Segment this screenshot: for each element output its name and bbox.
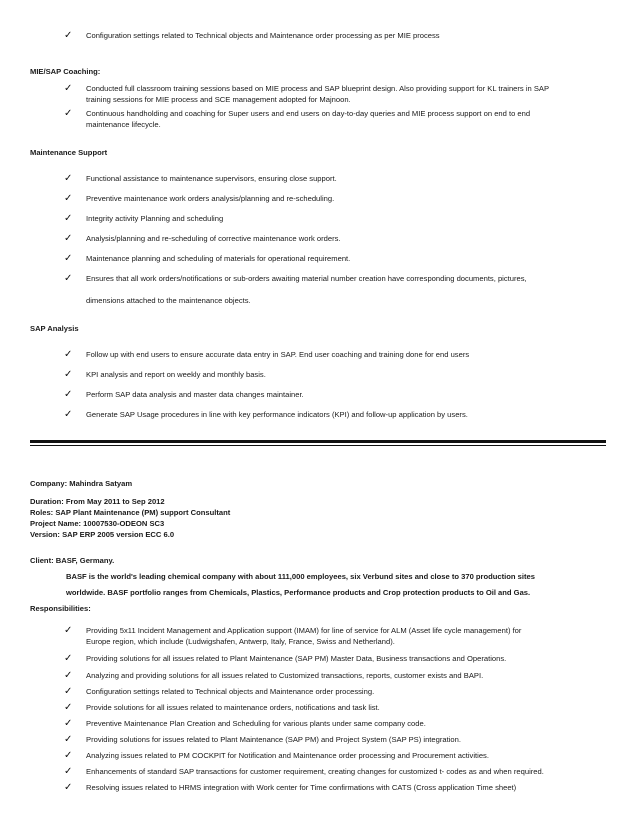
list-item-text: Resolving issues related to HRMS integration with Work center for Time confirmations with CATS (Cross application Time sheet) — [86, 783, 517, 792]
list-item-text: training sessions for MIE process and SCE management adopted for Majnoon. — [86, 95, 351, 104]
list-item-text: Maintenance planning and scheduling of materials for operational requirement. — [86, 254, 351, 263]
section-heading-sap-analysis: SAP Analysis — [30, 324, 79, 333]
list-item-text: KPI analysis and report on weekly and monthly basis. — [86, 370, 266, 379]
checkmark-icon: ✓ — [64, 766, 73, 777]
list-item-text: Continuous handholding and coaching for Super users and end users on day-to-day queries and MIE process support on end to end — [86, 109, 531, 118]
list-item-text: Providing 5x11 Incident Management and Application support (IMAM) for line of service for ALM (Asset life cycle management) for — [86, 626, 522, 635]
list-item-text: Conducted full classroom training sessions based on MIE process and SAP blueprint design. Also providing support for KL trainers in SAP — [86, 84, 550, 93]
list-item-text: Preventive Maintenance Plan Creation and Scheduling for various plants under same company code. — [86, 719, 426, 728]
list-item-text: Generate SAP Usage procedures in line with key performance indicators (KPI) and follow-up application by users. — [86, 410, 468, 419]
checkmark-icon: ✓ — [64, 108, 73, 119]
checkmark-icon: ✓ — [64, 409, 73, 420]
checkmark-icon: ✓ — [64, 782, 73, 793]
list-item-text: Configuration settings related to Technical objects and Maintenance order processing as per MIE process — [86, 31, 440, 40]
list-item-text: Integrity activity Planning and scheduling — [86, 214, 224, 223]
list-item-text: Functional assistance to maintenance supervisors, ensuring close support. — [86, 174, 337, 183]
list-item-text: Analyzing and providing solutions for all issues related to Customized transactions, reports, customer exists and BAPI. — [86, 671, 484, 680]
version: Version: SAP ERP 2005 version ECC 6.0 — [30, 530, 175, 539]
checkmark-icon: ✓ — [64, 686, 73, 697]
checkmark-icon: ✓ — [64, 625, 73, 636]
checkmark-icon: ✓ — [64, 213, 73, 224]
checkmark-icon: ✓ — [64, 750, 73, 761]
checkmark-icon: ✓ — [64, 702, 73, 713]
checkmark-icon: ✓ — [64, 369, 73, 380]
list-item-text: Providing solutions for all issues related to Plant Maintenance (SAP PM) Master Data, Business transactions and Operations. — [86, 654, 507, 663]
list-item-text: Follow up with end users to ensure accurate data entry in SAP. End user coaching and training done for end users — [86, 350, 470, 359]
list-item-text: maintenance lifecycle. — [86, 120, 161, 129]
company-name: Company: Mahindra Satyam — [30, 479, 133, 488]
duration: Duration: From May 2011 to Sep 2012 — [30, 497, 165, 506]
checkmark-icon: ✓ — [64, 718, 73, 729]
checkmark-icon: ✓ — [64, 273, 73, 284]
responsibilities-heading: Responsibilities: — [30, 604, 91, 613]
checkmark-icon: ✓ — [64, 233, 73, 244]
section-divider-thin — [30, 445, 606, 446]
list-item-text: Europe region, which include (Ludwigshafen, Antwerp, Italy, France, Swiss and Netherland). — [86, 637, 395, 646]
roles: Roles: SAP Plant Maintenance (PM) support Consultant — [30, 508, 231, 517]
client: Client: BASF, Germany. — [30, 556, 115, 565]
client-description: worldwide. BASF portfolio ranges from Chemicals, Plastics, Performance products and Crop protection products to Oil and Gas. — [66, 588, 531, 597]
checkmark-icon: ✓ — [64, 193, 73, 204]
checkmark-icon: ✓ — [64, 653, 73, 664]
list-item-text: Perform SAP data analysis and master data changes maintainer. — [86, 390, 304, 399]
list-item-text: Analyzing issues related to PM COCKPIT for Notification and Maintenance order processing and Procurement activities. — [86, 751, 489, 760]
checkmark-icon: ✓ — [64, 389, 73, 400]
list-item-text: Providing solutions for issues related to Plant Maintenance (SAP PM) and Project System (SAP PS) integration. — [86, 735, 461, 744]
checkmark-icon: ✓ — [64, 670, 73, 681]
list-item-text: Provide solutions for all issues related to maintenance orders, notifications and task list. — [86, 703, 380, 712]
project-name: Project Name: 10007530-ODEON SC3 — [30, 519, 165, 528]
section-heading-maintenance-support: Maintenance Support — [30, 148, 108, 157]
client-description: BASF is the world's leading chemical company with about 111,000 employees, six Verbund sites and close to 370 production sites — [66, 572, 535, 581]
checkmark-icon: ✓ — [64, 83, 73, 94]
checkmark-icon: ✓ — [64, 349, 73, 360]
list-item-text: Analysis/planning and re-scheduling of corrective maintenance work orders. — [86, 234, 341, 243]
checkmark-icon: ✓ — [64, 30, 73, 41]
checkmark-icon: ✓ — [64, 253, 73, 264]
checkmark-icon: ✓ — [64, 734, 73, 745]
list-item-text: Ensures that all work orders/notifications or sub-orders awaiting material number creation have corresponding documents, pictures, — [86, 274, 527, 283]
section-heading-mie-coaching: MIE/SAP Coaching: — [30, 67, 101, 76]
list-item-text: Configuration settings related to Technical objects and Maintenance order processing. — [86, 687, 375, 696]
checkmark-icon: ✓ — [64, 173, 73, 184]
section-divider-thick — [30, 440, 606, 443]
list-item-text: Preventive maintenance work orders analysis/planning and re-scheduling. — [86, 194, 335, 203]
list-item-text: Enhancements of standard SAP transactions for customer requirement, creating changes for customized t- codes as and when required. — [86, 767, 544, 776]
list-item-text: dimensions attached to the maintenance objects. — [86, 296, 251, 305]
